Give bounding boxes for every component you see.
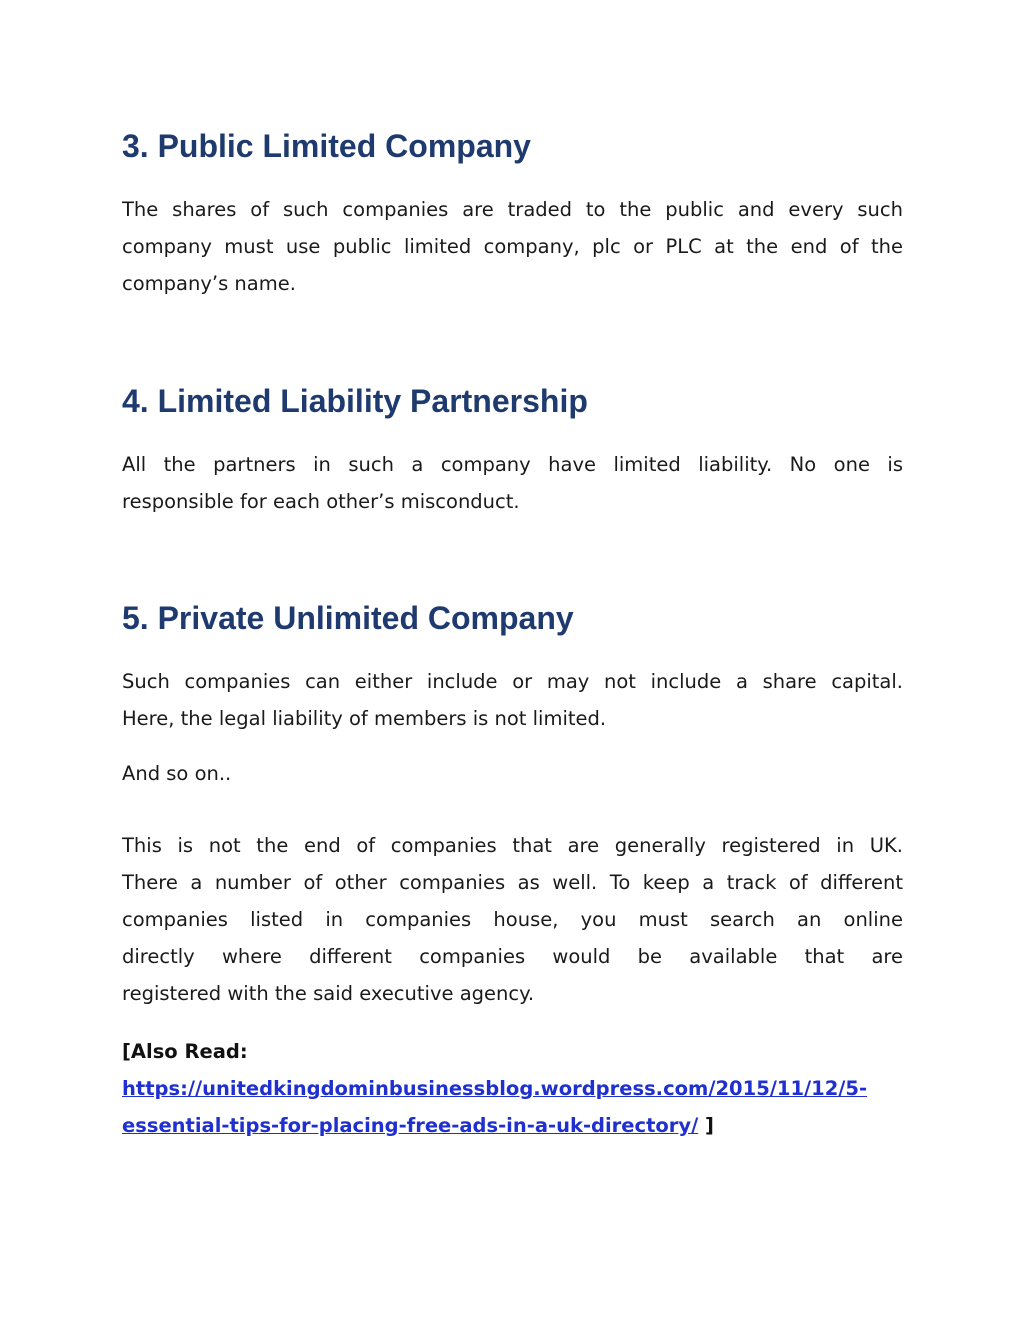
heading-public-limited-company: 3. Public Limited Company [122, 128, 531, 164]
heading-limited-liability-partnership: 4. Limited Liability Partnership [122, 383, 588, 419]
paragraph-line: There a number of other companies as well. To keep a track of different [122, 871, 903, 894]
paragraph-public-limited-company [122, 191, 903, 302]
paragraph-line: All the partners in such a company have limited liability. No one is [122, 453, 903, 476]
paragraph-line: This is not the end of companies that are generally registered in UK. [122, 834, 903, 857]
also-read-link-line-1 [122, 1070, 903, 1107]
also-read-link-line-2 [122, 1107, 903, 1144]
paragraph-and-so-on [122, 755, 903, 792]
paragraph-line: company’s name. [122, 272, 296, 295]
paragraph-closing [122, 827, 903, 1012]
also-read-link[interactable]: https://unitedkingdominbusinessblog.wordpress.com/2015/11/12/5- [122, 1077, 868, 1100]
paragraph-line: Such companies can either include or may not include a share capital. [122, 670, 903, 693]
paragraph-line: companies listed in companies house, you must search an online [122, 908, 903, 931]
also-read-link-continued[interactable]: essential-tips-for-placing-free-ads-in-a-uk-directory/ [122, 1114, 699, 1137]
paragraph-private-unlimited-company [122, 663, 903, 737]
closing-bracket: ] [698, 1114, 714, 1137]
paragraph-line: directly where different companies would be available that are [122, 945, 903, 968]
paragraph-line: The shares of such companies are traded to the public and every such [122, 198, 903, 221]
paragraph-line: And so on.. [122, 762, 232, 785]
also-read-label: [Also Read: [122, 1040, 248, 1063]
paragraph-line: registered with the said executive agency. [122, 982, 535, 1005]
heading-private-unlimited-company: 5. Private Unlimited Company [122, 600, 574, 636]
paragraph-limited-liability-partnership [122, 446, 903, 520]
paragraph-line: company must use public limited company, plc or PLC at the end of the [122, 235, 903, 258]
also-read-block [122, 1033, 903, 1144]
paragraph-line: Here, the legal liability of members is not limited. [122, 707, 607, 730]
paragraph-line: responsible for each other’s misconduct. [122, 490, 520, 513]
